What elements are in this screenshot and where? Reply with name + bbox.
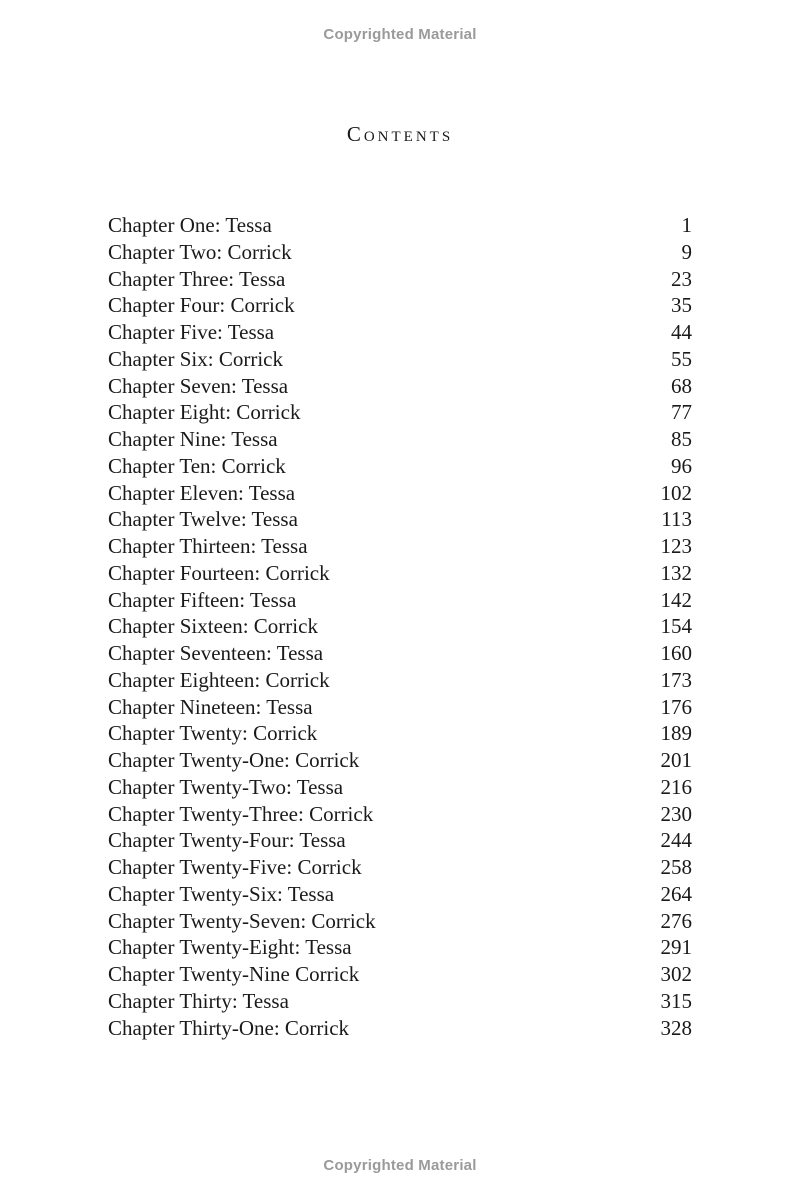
- table-of-contents: [108, 212, 692, 1041]
- toc-entry-title: Chapter Twenty-One: Corrick: [108, 748, 360, 772]
- toc-entry-title: Chapter Twenty-Six: Tessa: [108, 881, 335, 906]
- toc-entry-title: Chapter Sixteen: Corrick: [108, 614, 318, 639]
- toc-entry: [108, 774, 692, 801]
- toc-entry: [108, 694, 692, 721]
- toc-entry-title: Chapter Two: Corrick: [108, 239, 292, 264]
- toc-entry-page: 189: [660, 721, 692, 746]
- toc-entry-page: 142: [660, 587, 692, 612]
- toc-entry-title: Chapter Thirteen: Tessa: [108, 534, 308, 558]
- toc-entry: [108, 533, 692, 560]
- toc-entry-title: Chapter Ten: Corrick: [108, 453, 286, 478]
- toc-entry-page: 23: [671, 266, 692, 291]
- toc-entry-title: Chapter Seven: Tessa: [108, 373, 289, 398]
- toc-entry-page: 258: [660, 855, 692, 879]
- toc-entry: [108, 480, 692, 507]
- toc-entry-title: Chapter Thirty-One: Corrick: [108, 1015, 350, 1040]
- toc-entry-title: Chapter Nine: Tessa: [108, 427, 278, 451]
- toc-entry-page: 1: [681, 213, 692, 237]
- toc-entry: [108, 266, 692, 293]
- toc-entry: [108, 827, 692, 854]
- toc-entry: [108, 373, 692, 400]
- toc-entry-title: Chapter Eleven: Tessa: [108, 480, 296, 505]
- toc-entry-page: 276: [660, 908, 692, 933]
- toc-entry: [108, 239, 692, 266]
- toc-entry-page: 154: [660, 614, 692, 639]
- toc-entry-page: 44: [671, 320, 692, 344]
- toc-entry-title: Chapter Four: Corrick: [108, 293, 295, 318]
- header-copyright-notice: Copyrighted Material: [323, 26, 477, 43]
- toc-entry-title: Chapter Six: Corrick: [108, 346, 283, 371]
- toc-entry-page: 77: [671, 400, 692, 425]
- toc-entry-page: 315: [660, 988, 692, 1013]
- toc-entry-page: 244: [660, 828, 692, 853]
- toc-entry-title: Chapter Eighteen: Corrick: [108, 667, 330, 692]
- toc-entry: [108, 881, 692, 908]
- toc-entry: [108, 346, 692, 373]
- toc-entry: [108, 292, 692, 319]
- toc-entry-page: 113: [661, 507, 692, 532]
- toc-entry-page: 291: [660, 935, 692, 960]
- toc-entry-title: Chapter Fourteen: Corrick: [108, 560, 330, 585]
- toc-entry: [108, 560, 692, 587]
- toc-entry: [108, 854, 692, 881]
- toc-entry: [108, 988, 692, 1015]
- toc-entry: [108, 908, 692, 935]
- toc-entry-page: 9: [681, 239, 692, 264]
- toc-entry-title: Chapter Twenty: Corrick: [108, 721, 318, 746]
- toc-entry-title: Chapter Fifteen: Tessa: [108, 587, 297, 612]
- toc-entry: [108, 613, 692, 640]
- footer-copyright-notice: Copyrighted Material: [323, 1157, 477, 1174]
- toc-entry-title: Chapter Nineteen: Tessa: [108, 694, 313, 719]
- toc-entry-title: Chapter Twenty-Seven: Corrick: [108, 908, 376, 933]
- page-title: Contents: [346, 122, 454, 146]
- toc-entry: [108, 720, 692, 747]
- toc-entry-title: Chapter Twenty-Two: Tessa: [108, 774, 344, 799]
- toc-entry-title: Chapter One: Tessa: [108, 213, 272, 237]
- toc-entry-title: Chapter Seventeen: Tessa: [108, 641, 324, 665]
- toc-entry: [108, 1015, 692, 1042]
- toc-entry-page: 85: [671, 427, 692, 451]
- toc-entry: [108, 667, 692, 694]
- toc-entry: [108, 640, 692, 667]
- toc-entry-page: 216: [660, 774, 692, 799]
- toc-entry-page: 132: [660, 560, 692, 585]
- toc-entry: [108, 934, 692, 961]
- toc-entry-title: Chapter Twenty-Nine Corrick: [108, 962, 360, 986]
- toc-entry-page: 35: [671, 293, 692, 318]
- toc-entry-page: 123: [660, 534, 692, 558]
- toc-entry: [108, 212, 692, 239]
- toc-entry: [108, 426, 692, 453]
- toc-entry-page: 160: [660, 641, 692, 665]
- toc-entry: [108, 587, 692, 614]
- toc-entry-page: 264: [660, 881, 692, 906]
- toc-entry-page: 102: [660, 480, 692, 505]
- toc-entry: [108, 399, 692, 426]
- toc-entry-title: Chapter Eight: Corrick: [108, 400, 301, 425]
- toc-entry-page: 55: [671, 346, 692, 371]
- toc-entry-page: 302: [660, 962, 692, 986]
- toc-entry-title: Chapter Twenty-Three: Corrick: [108, 801, 374, 826]
- toc-entry: [108, 506, 692, 533]
- toc-entry-title: Chapter Three: Tessa: [108, 266, 286, 291]
- toc-entry-title: Chapter Five: Tessa: [108, 320, 275, 344]
- toc-entry-page: 230: [660, 801, 692, 826]
- toc-entry-page: 173: [660, 667, 692, 692]
- toc-entry-page: 96: [671, 453, 692, 478]
- toc-entry: [108, 747, 692, 774]
- toc-entry: [108, 961, 692, 988]
- toc-entry-title: Chapter Twelve: Tessa: [108, 507, 298, 532]
- toc-entry-title: Chapter Twenty-Four: Tessa: [108, 828, 346, 853]
- toc-entry: [108, 453, 692, 480]
- toc-entry-page: 176: [660, 694, 692, 719]
- toc-entry-page: 328: [660, 1015, 692, 1040]
- toc-entry-page: 201: [660, 748, 692, 772]
- toc-entry: [108, 801, 692, 828]
- toc-entry-page: 68: [671, 373, 692, 398]
- toc-entry-title: Chapter Twenty-Eight: Tessa: [108, 935, 352, 960]
- toc-entry-title: Chapter Twenty-Five: Corrick: [108, 855, 362, 879]
- toc-entry: [108, 319, 692, 346]
- toc-entry-title: Chapter Thirty: Tessa: [108, 988, 289, 1013]
